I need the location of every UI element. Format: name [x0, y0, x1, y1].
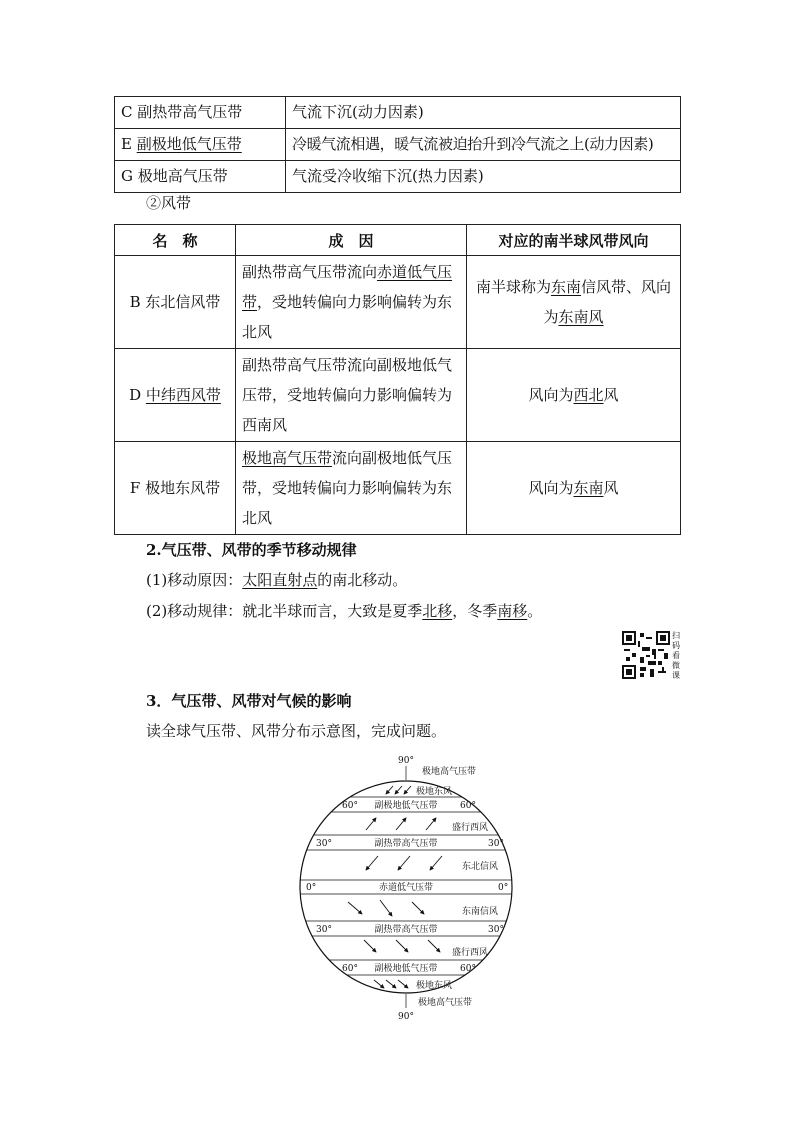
label-subtropical-high-top: 副热带高气压带 — [374, 839, 438, 849]
cause-text: 流向副极地低气压带，受地转偏向力影响偏转为东北风 — [242, 449, 453, 527]
label-polar-high-top: 极地高气压带 — [422, 767, 477, 777]
label-se-trades: 东南信风 — [462, 907, 499, 917]
underlined-answer: 南移 — [497, 602, 528, 620]
underlined-answer: 东南风 — [558, 308, 604, 326]
cause-text: 副热带高气压带流向 — [242, 263, 378, 281]
section3-intro: 读全球气压带、风带分布示意图，完成问题。 — [146, 722, 447, 740]
item-text: (2)移动规律：就北半球而言，大致是夏季 — [146, 602, 423, 620]
label-30-right-top: 30° — [488, 839, 504, 849]
underlined-answer: 东南 — [573, 479, 604, 497]
label-westerlies-bottom: 盛行西风 — [452, 948, 489, 958]
underlined-answer: 极地高气压带 — [242, 449, 333, 467]
south-text: 信风带、风向为 — [543, 278, 672, 326]
label-polar-east-top: 极地东风 — [416, 787, 453, 797]
wind-belt-cause: 副热带高气压带流向副极地低气压带，受地转偏向力影响偏转为西南风 — [236, 349, 467, 442]
south-wind — [467, 256, 681, 349]
wind-belt-name: F 极地东风带 — [115, 442, 236, 535]
label-90-top: 90° — [398, 756, 414, 766]
south-text: 风 — [603, 479, 619, 497]
label-subtropical-high-bottom: 副热带高气压带 — [374, 925, 438, 935]
label-0-right: 0° — [498, 883, 509, 893]
label-60-right-bottom: 60° — [460, 964, 476, 974]
label-60-left-bottom: 60° — [342, 964, 358, 974]
label-polar-east-bottom: 极地东风 — [416, 981, 453, 991]
item-text: 。 — [527, 602, 543, 620]
label-30-left-bottom: 30° — [316, 925, 332, 935]
belt-cause: 气流受冷收缩下沉(热力因素) — [286, 161, 681, 193]
label-30-right-bottom: 30° — [488, 925, 504, 935]
section2-item2 — [146, 600, 542, 621]
underlined-answer: 东南 — [550, 278, 581, 296]
label-ne-trades: 东北信风 — [462, 862, 499, 872]
belt-prefix: E — [121, 135, 137, 153]
section3-title: 3．气压带、风带对气候的影响 — [146, 692, 352, 710]
belt-cause: 冷暖气流相遇，暖气流被迫抬升到冷气流之上(动力因素) — [286, 129, 681, 161]
underlined-answer: 中纬西风带 — [145, 385, 221, 404]
wind-belt-cause — [236, 442, 467, 535]
wind-belt-cause — [236, 256, 467, 349]
label-equatorial-low: 赤道低气压带 — [378, 883, 434, 893]
qr-code-icon[interactable] — [622, 631, 670, 679]
col-header-south: 对应的南半球风带风向 — [467, 225, 681, 256]
table-row — [115, 161, 681, 193]
south-wind — [467, 349, 681, 442]
table-row — [115, 97, 681, 129]
wind-belt-name — [115, 349, 236, 442]
pressure-wind-belt-diagram — [296, 752, 526, 1022]
label-polar-high-bottom: 极地高气压带 — [418, 998, 473, 1008]
belt-name: G 极地高气压带 — [115, 161, 286, 193]
wind-belt-table — [114, 224, 681, 535]
table-row — [115, 256, 681, 349]
label-30-left-top: 30° — [316, 839, 332, 849]
south-text: 风向为 — [528, 479, 574, 497]
wind-belt-name: B 东北信风带 — [115, 256, 236, 349]
table-row — [115, 129, 681, 161]
col-header-cause: 成 因 — [236, 225, 467, 256]
belt-name — [115, 129, 286, 161]
label-westerlies-top: 盛行西风 — [452, 823, 489, 833]
label-60-left-top: 60° — [342, 801, 358, 811]
table-header-row — [115, 225, 681, 256]
underlined-answer: 副极地 — [136, 135, 182, 153]
table-row — [115, 349, 681, 442]
south-text: 南半球称为 — [475, 278, 551, 296]
qr-label: 扫码看微课 — [672, 631, 680, 680]
south-wind — [467, 442, 681, 535]
south-text: 风 — [603, 386, 619, 404]
label-0-left: 0° — [306, 883, 317, 893]
item-text: (1)移动原因： — [146, 571, 243, 589]
label-subpolar-low-bottom: 副极地低气压带 — [374, 964, 438, 974]
underlined-answer: 西北 — [573, 386, 604, 404]
pressure-belt-table — [114, 96, 681, 193]
underlined-answer: 北移 — [422, 602, 453, 620]
underlined-answer: 赤道低气压带 — [242, 263, 453, 311]
col-header-name: 名 称 — [115, 225, 236, 256]
label-90-bottom: 90° — [398, 1012, 414, 1022]
name-prefix: D — [129, 385, 146, 404]
item-text: 的南北移动。 — [317, 571, 408, 589]
underlined-answer: 太阳直射点 — [242, 571, 318, 589]
wind-section-label: ②风带 — [146, 194, 192, 212]
section2-item1 — [146, 569, 407, 590]
south-text: 风向为 — [528, 386, 574, 404]
cause-text: ，受地转偏向力影响偏转为东北风 — [242, 293, 453, 341]
table-row — [115, 442, 681, 535]
belt-cause: 气流下沉(动力因素) — [286, 97, 681, 129]
label-60-right-top: 60° — [460, 801, 476, 811]
label-subpolar-low-top: 副极地低气压带 — [374, 801, 438, 811]
underlined-answer: 低气压带 — [181, 135, 242, 153]
section2-title: 2.气压带、风带的季节移动规律 — [146, 541, 357, 559]
belt-name: C 副热带高气压带 — [115, 97, 286, 129]
item-text: ，冬季 — [452, 602, 498, 620]
